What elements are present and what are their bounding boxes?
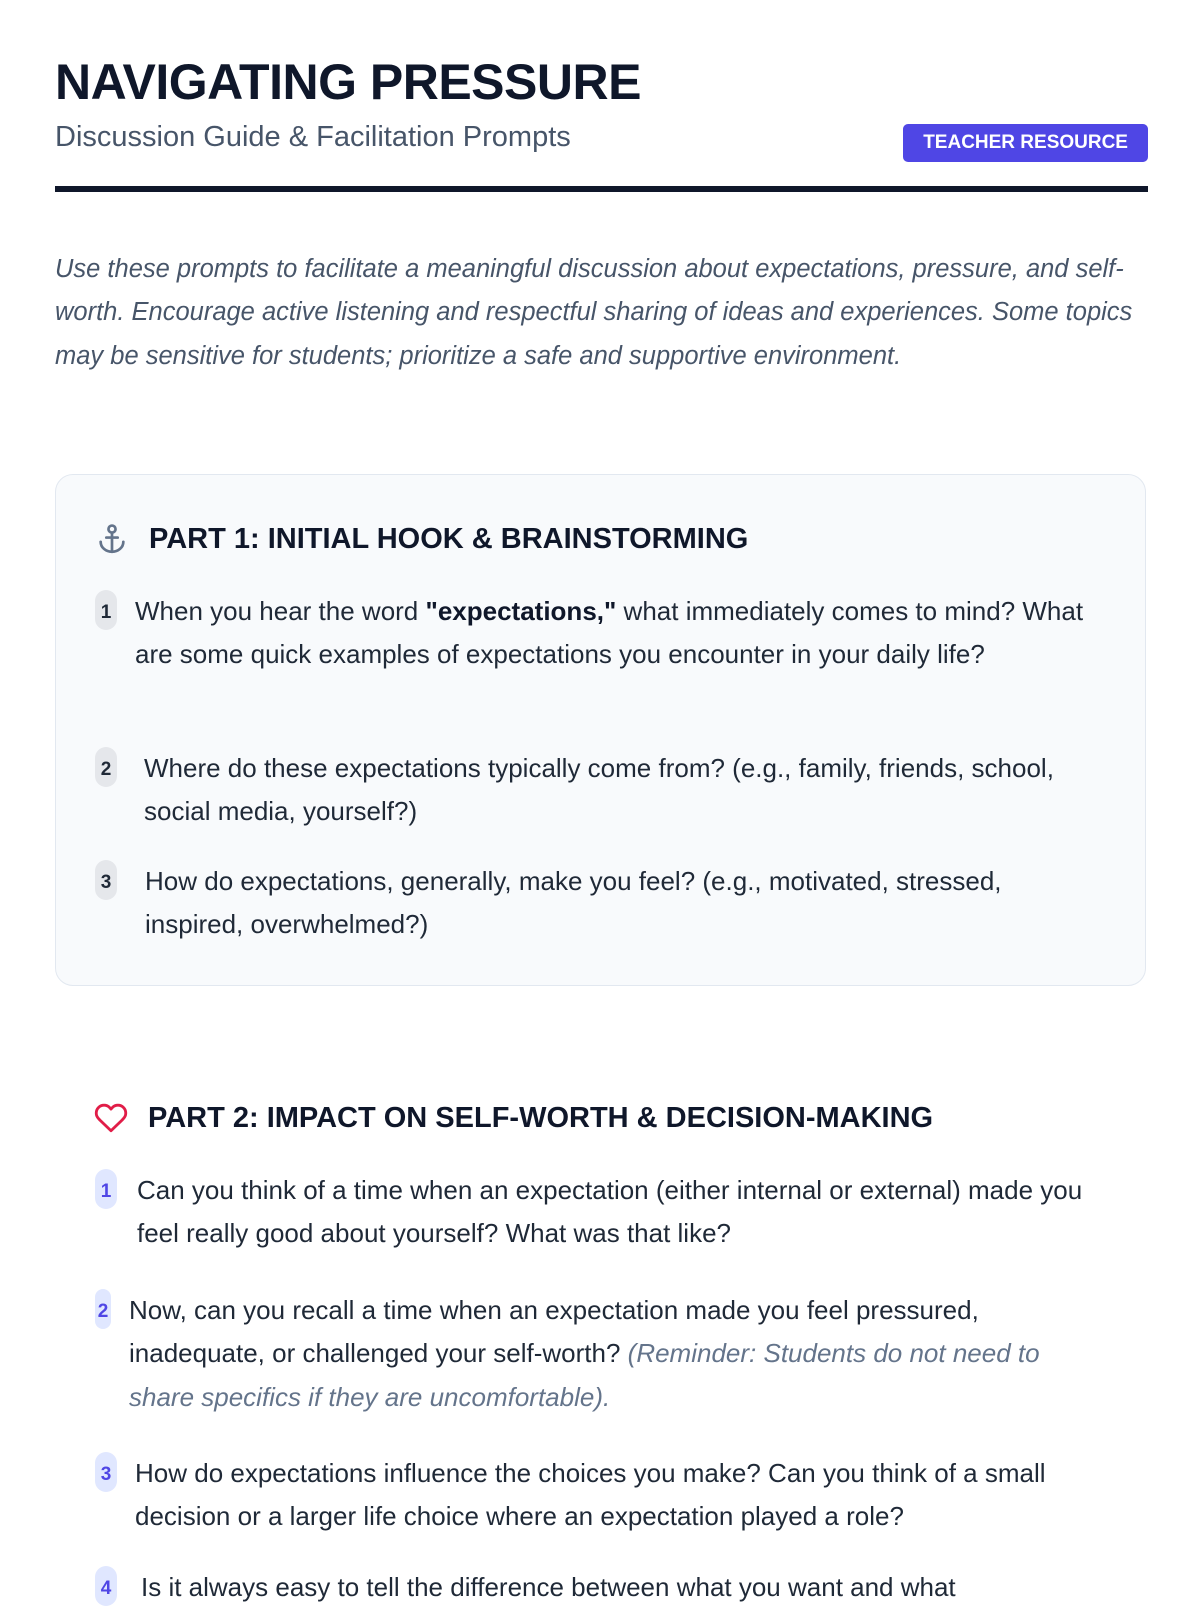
question-number: 4	[95, 1566, 117, 1606]
part-1-question-2	[95, 747, 1105, 834]
part-2-question-2	[95, 1289, 1105, 1419]
intro-paragraph: Use these prompts to facilitate a meaningful discussion about expectations, pressure, and self-worth. Encourage active listening and respectful sharing of ideas and experiences. Some topics may be sensitive for students; prioritize a safe and supportive environment.	[55, 255, 1133, 370]
part-2-question-4	[95, 1566, 1105, 1609]
facilitator-reminder: (Reminder: Students do not need to share specifics if they are uncomfortable).	[129, 1338, 1040, 1412]
question-number: 3	[95, 860, 117, 900]
part-1-heading: PART 1: INITIAL HOOK & BRAINSTORMING	[95, 522, 748, 556]
page-subtitle: Discussion Guide & Facilitation Prompts	[55, 121, 571, 153]
part-2-heading: PART 2: IMPACT ON SELF-WORTH & DECISION-MAKING	[94, 1101, 933, 1135]
heart-icon	[94, 1101, 128, 1135]
part-1-question-1	[95, 590, 1105, 677]
page-title: NAVIGATING PRESSURE	[55, 54, 641, 110]
part-1-question-3	[95, 860, 1105, 947]
part-2-question-3	[95, 1452, 1105, 1539]
anchor-icon	[95, 522, 129, 556]
header-divider	[55, 186, 1148, 192]
question-text: Where do these expectations typically come from? (e.g., family, friends, school, social media, yourself?)	[144, 753, 1054, 827]
question-number: 1	[95, 1169, 117, 1209]
question-text: Is it always easy to tell the difference between what you want and what	[141, 1572, 956, 1602]
question-text: Can you think of a time when an expectation (either internal or external) made you feel really good about yourself? What was that like?	[137, 1175, 1083, 1249]
question-number: 3	[95, 1452, 117, 1492]
question-number: 2	[95, 747, 117, 787]
question-text: Now, can you recall a time when an expectation made you feel pressured, inadequate, or challenged your self-worth? (Reminder: Students do not need to share specifics if they are uncomfortable).	[129, 1295, 1040, 1412]
question-text: How do expectations, generally, make you feel? (e.g., motivated, stressed, inspired, overwhelmed?)	[145, 866, 1002, 940]
question-text: How do expectations influence the choices you make? Can you think of a small decision or a larger life choice where an expectation played a role?	[135, 1458, 1046, 1532]
question-number: 2	[95, 1289, 111, 1329]
part-2-question-1	[95, 1169, 1105, 1256]
question-text: When you hear the word "expectations," what immediately comes to mind? What are some quick examples of expectations you encounter in your daily life?	[135, 596, 1084, 670]
teacher-resource-badge: TEACHER RESOURCE	[903, 124, 1148, 162]
question-number: 1	[95, 590, 117, 630]
